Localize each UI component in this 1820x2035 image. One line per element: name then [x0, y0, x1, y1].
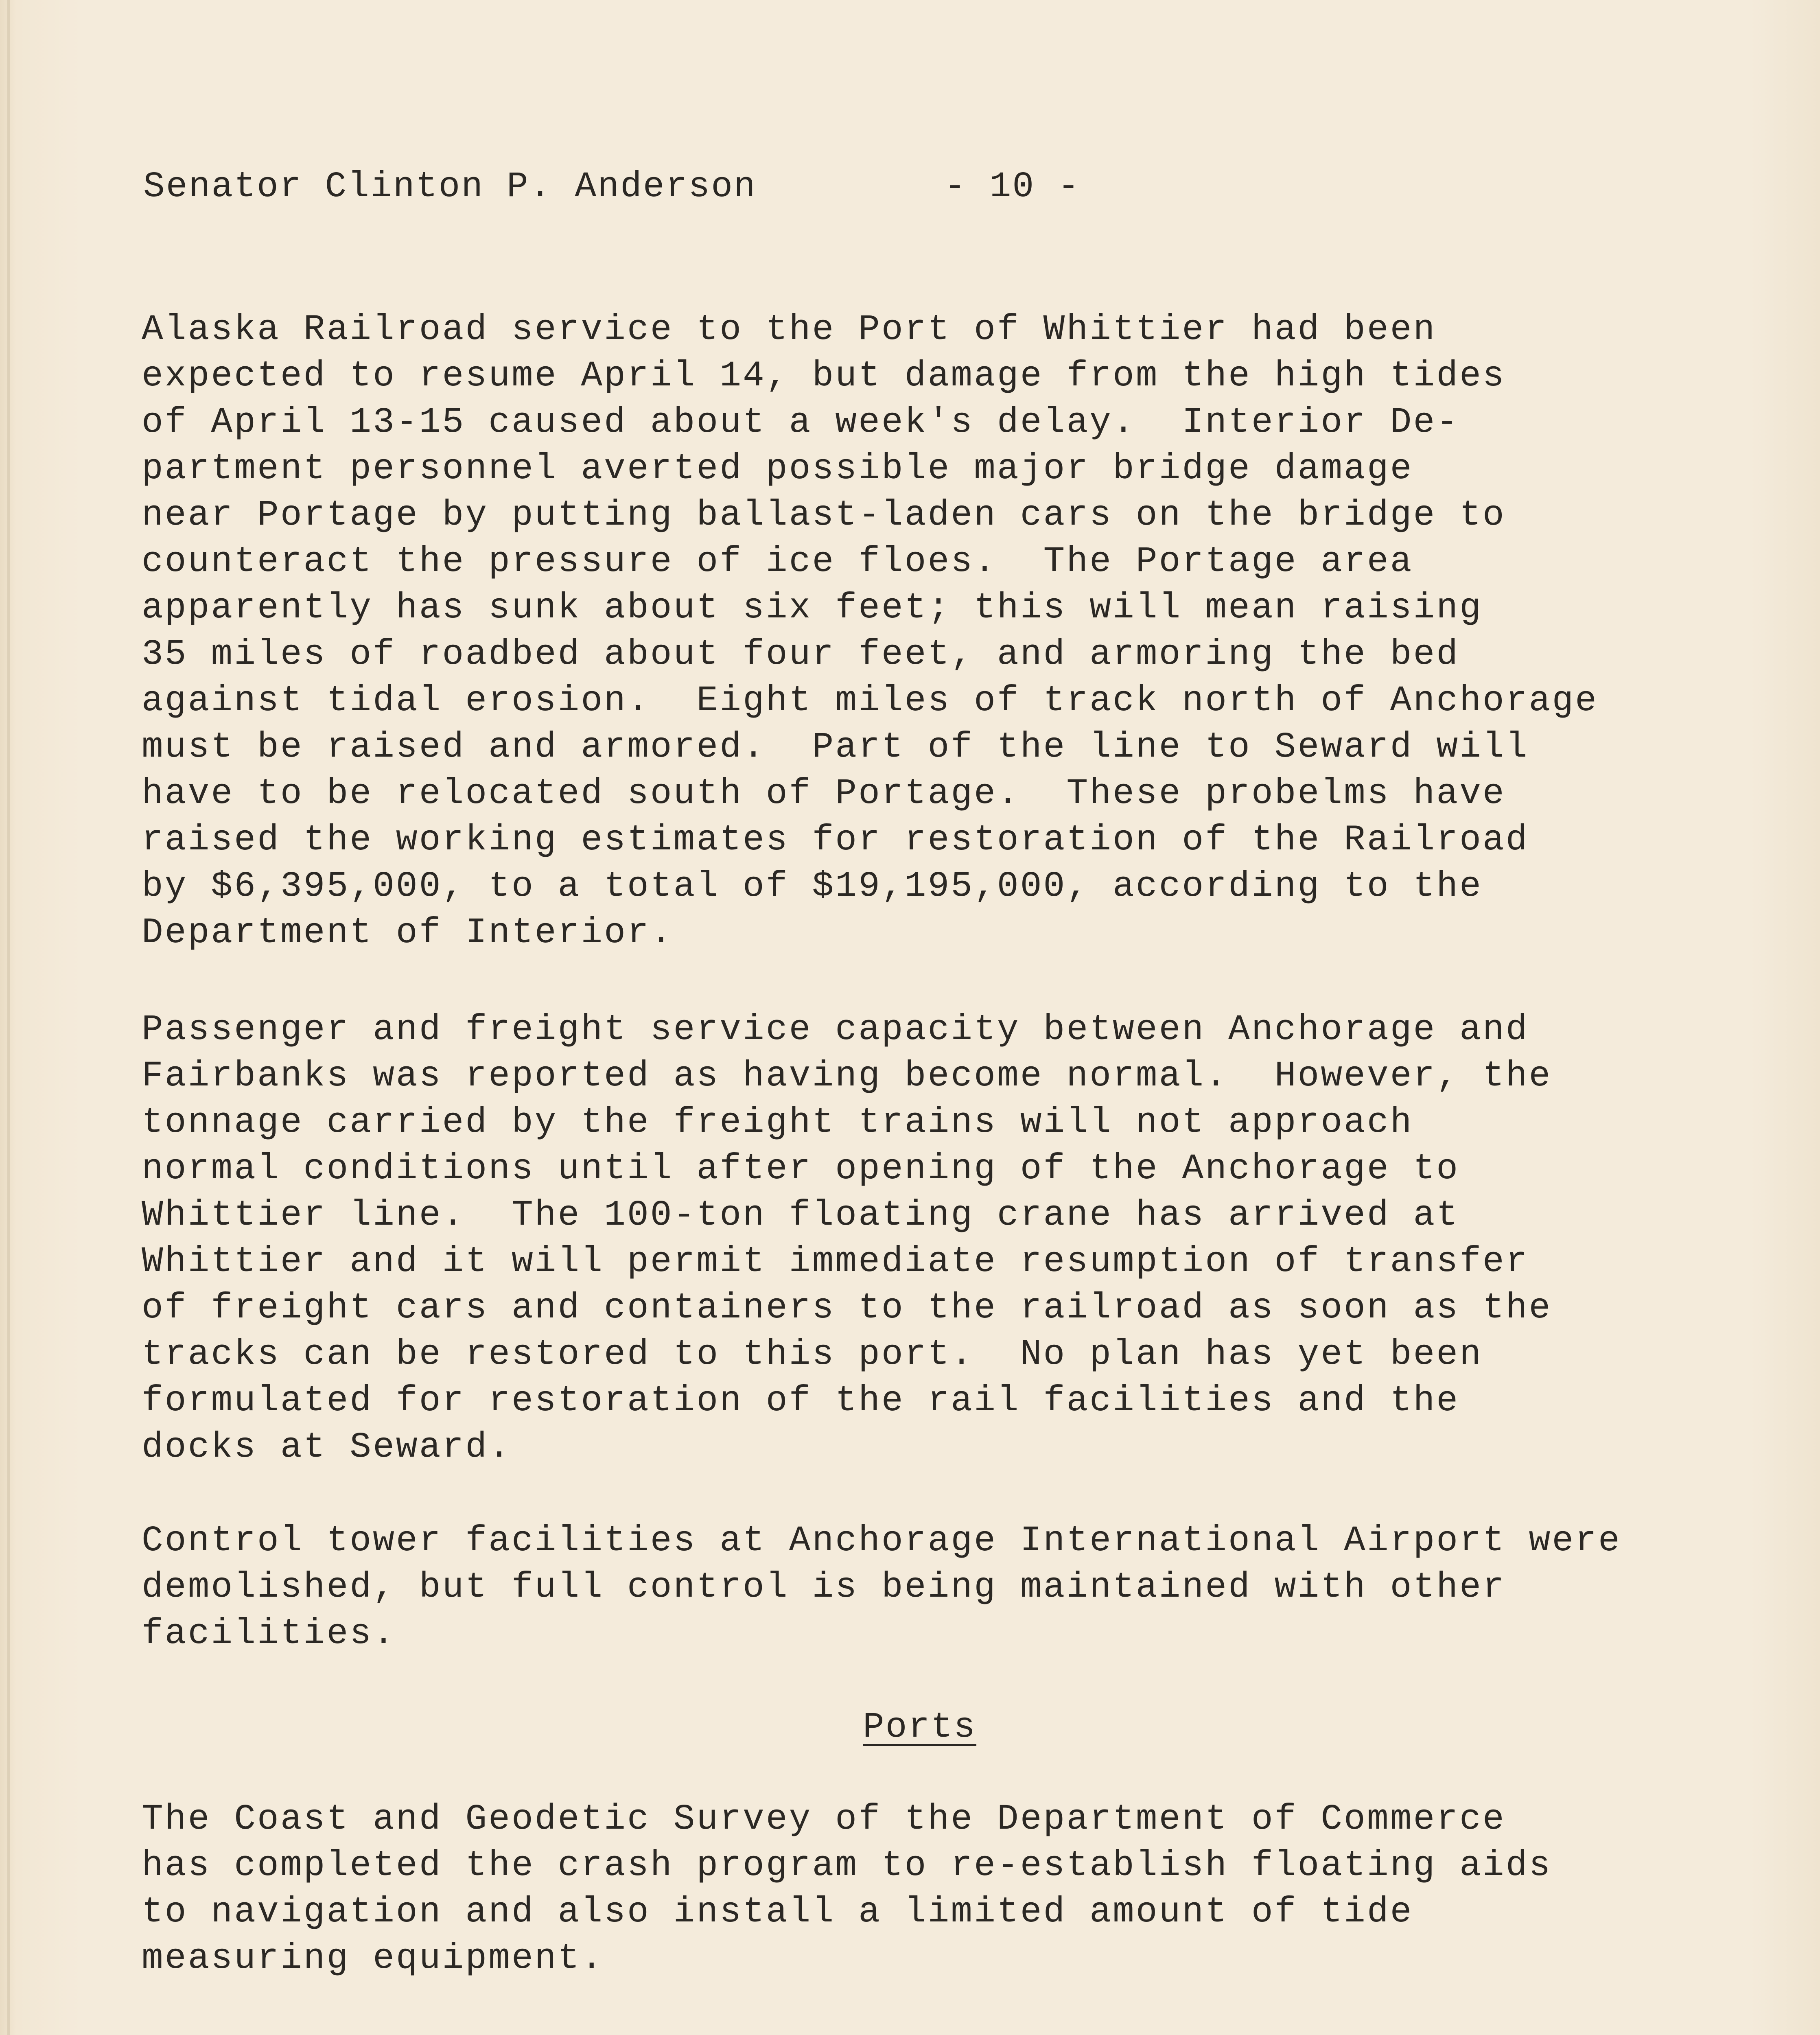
text-line: demolished, but full control is being maintained with other — [142, 1567, 1506, 1608]
text-line: facilities. — [142, 1614, 396, 1654]
text-line: Control tower facilities at Anchorage International Airport were — [142, 1521, 1621, 1561]
text-line: near Portage by putting ballast-laden cars on the bridge to — [142, 495, 1506, 536]
text-line: of April 13-15 caused about a week's delay. Interior De- — [142, 403, 1460, 443]
text-line: normal conditions until after opening of the Anchorage to — [142, 1149, 1460, 1189]
page-number: - 10 - — [944, 167, 1081, 207]
text-line: tracks can be restored to this port. No plan has yet been — [142, 1335, 1483, 1375]
text-line: tonnage carried by the freight trains will not approach — [142, 1103, 1413, 1143]
text-line: to navigation and also install a limited amount of tide — [142, 1892, 1413, 1932]
text-line: has completed the crash program to re-establish floating aids — [142, 1846, 1552, 1886]
text-line: of freight cars and containers to the railroad as soon as the — [142, 1288, 1552, 1328]
text-line: Passenger and freight service capacity between Anchorage and — [142, 1010, 1529, 1050]
text-line: measuring equipment. — [142, 1939, 604, 1979]
text-line: Fairbanks was reported as having become normal. However, the — [142, 1056, 1552, 1096]
text-line: Department of Interior. — [142, 913, 674, 953]
text-line: The Coast and Geodetic Survey of the Department of Commerce — [142, 1799, 1506, 1840]
paragraph-control-tower — [142, 1518, 1621, 1657]
text-line: docks at Seward. — [142, 1427, 512, 1468]
text-line: counteract the pressure of ice floes. The Portage area — [142, 542, 1413, 582]
paragraph-passenger-freight — [142, 1007, 1552, 1471]
text-line: by $6,395,000, to a total of $19,195,000, according to the — [142, 867, 1483, 907]
text-line: formulated for restoration of the rail facilities and the — [142, 1381, 1460, 1421]
header-title: Senator Clinton P. Anderson — [143, 167, 757, 207]
text-line: Whittier line. The 100-ton floating crane has arrived at — [142, 1195, 1460, 1236]
text-line: partment personnel averted possible major bridge damage — [142, 449, 1413, 489]
text-line: have to be relocated south of Portage. These probelms have — [142, 774, 1506, 814]
page-edge — [7, 0, 10, 2035]
text-line: expected to resume April 14, but damage from the high tides — [142, 356, 1506, 396]
text-line: apparently has sunk about six feet; this will mean raising — [142, 588, 1483, 628]
text-line: against tidal erosion. Eight miles of track north of Anchorage — [142, 681, 1598, 721]
paragraph-railroad-whittier — [142, 307, 1598, 956]
paragraph-coast-geodetic — [142, 1796, 1552, 1982]
text-line: 35 miles of roadbed about four feet, and armoring the bed — [142, 635, 1460, 675]
section-heading-ports: Ports — [863, 1707, 977, 1748]
text-line: Alaska Railroad service to the Port of Whittier had been — [142, 310, 1437, 350]
text-line: must be raised and armored. Part of the line to Seward will — [142, 727, 1529, 768]
text-line: Whittier and it will permit immediate resumption of transfer — [142, 1242, 1529, 1282]
text-line: raised the working estimates for restoration of the Railroad — [142, 820, 1529, 860]
